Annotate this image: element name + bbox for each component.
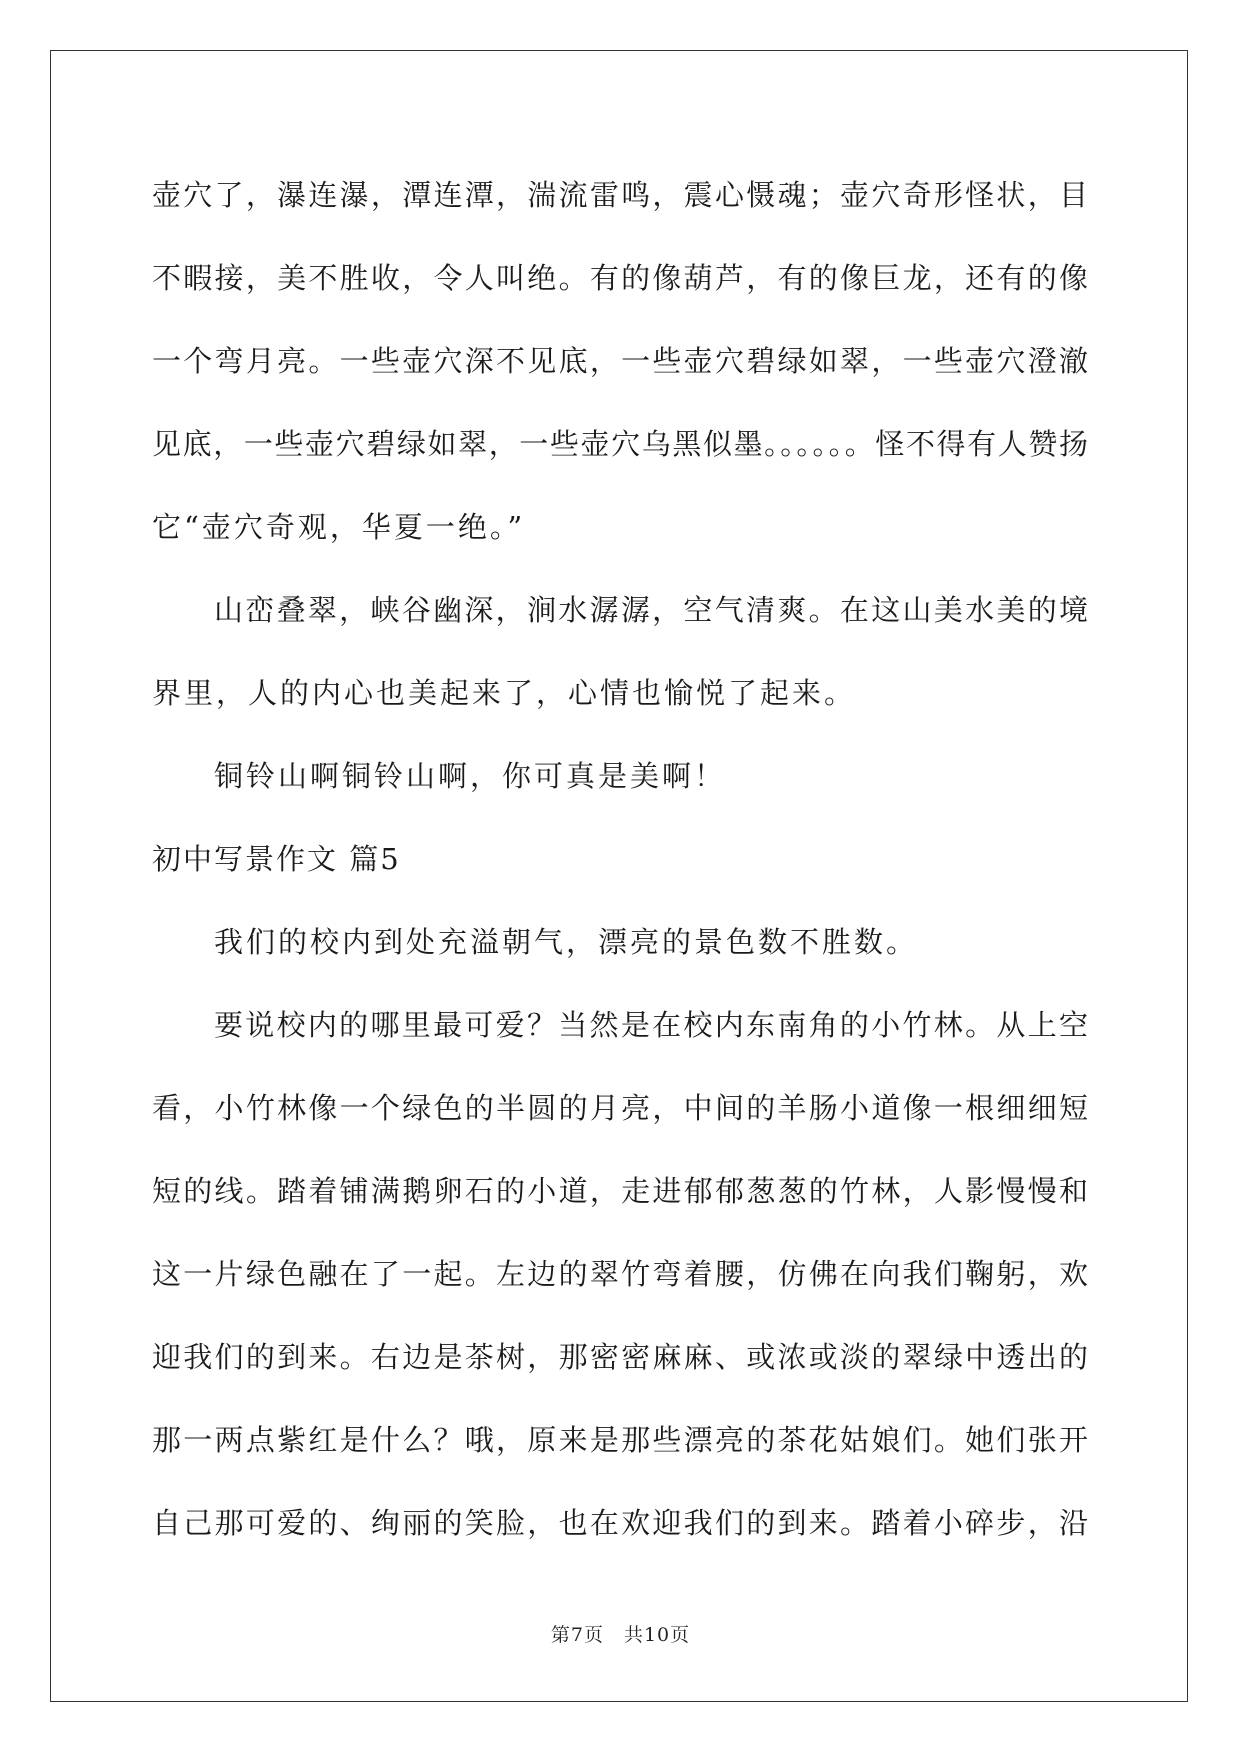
paragraph-start-line: 我们的校内到处充溢朝气，漂亮的景色数不胜数。 (214, 925, 919, 959)
text-line: 自己那可爱的、绚丽的笑脸，也在欢迎我们的到来。踏着小碎步，沿 (152, 1506, 1088, 1540)
text-line: 它“壶穴奇观，华夏一绝。” (152, 510, 526, 544)
text-line: 一个弯月亮。一些壶穴深不见底，一些壶穴碧绿如翠，一些壶穴澄澈 (152, 344, 1088, 378)
text-line: 那一两点紫红是什么？哦，原来是那些漂亮的茶花姑娘们。她们张开 (152, 1423, 1088, 1457)
paragraph-start-line: 要说校内的哪里最可爱？当然是在校内东南角的小竹林。从上空 (214, 1008, 1088, 1042)
text-line: 界里，人的内心也美起来了，心情也愉悦了起来。 (152, 676, 857, 710)
section-heading: 初中写景作文 篇5 (152, 842, 401, 876)
text-line: 这一片绿色融在了一起。左边的翠竹弯着腰，仿佛在向我们鞠躬，欢 (152, 1257, 1088, 1291)
text-line: 迎我们的到来。右边是茶树，那密密麻麻、或浓或淡的翠绿中透出的 (152, 1340, 1088, 1374)
page-number: 第7页 (550, 1624, 604, 1646)
page-total: 共10页 (623, 1624, 691, 1646)
text-line: 看，小竹林像一个绿色的半圆的月亮，中间的羊肠小道像一根细细短 (152, 1091, 1088, 1125)
text-line: 壶穴了，瀑连瀑，潭连潭，湍流雷鸣，震心慑魂；壶穴奇形怪状，目 (152, 178, 1088, 212)
text-line: 不暇接，美不胜收，令人叫绝。有的像葫芦，有的像巨龙，还有的像 (152, 261, 1088, 295)
paragraph-start-line: 山峦叠翠，峡谷幽深，涧水潺潺，空气清爽。在这山美水美的境 (214, 593, 1088, 627)
paragraph-start-line: 铜铃山啊铜铃山啊，你可真是美啊！ (214, 759, 727, 793)
text-line: 见底，一些壶穴碧绿如翠，一些壶穴乌黑似墨。。。。。。怪不得有人赞扬 (152, 427, 1088, 461)
page-footer (0, 1620, 1241, 1647)
document-body (152, 160, 1088, 1571)
text-line: 短的线。踏着铺满鹅卵石的小道，走进郁郁葱葱的竹林，人影慢慢和 (152, 1174, 1088, 1208)
